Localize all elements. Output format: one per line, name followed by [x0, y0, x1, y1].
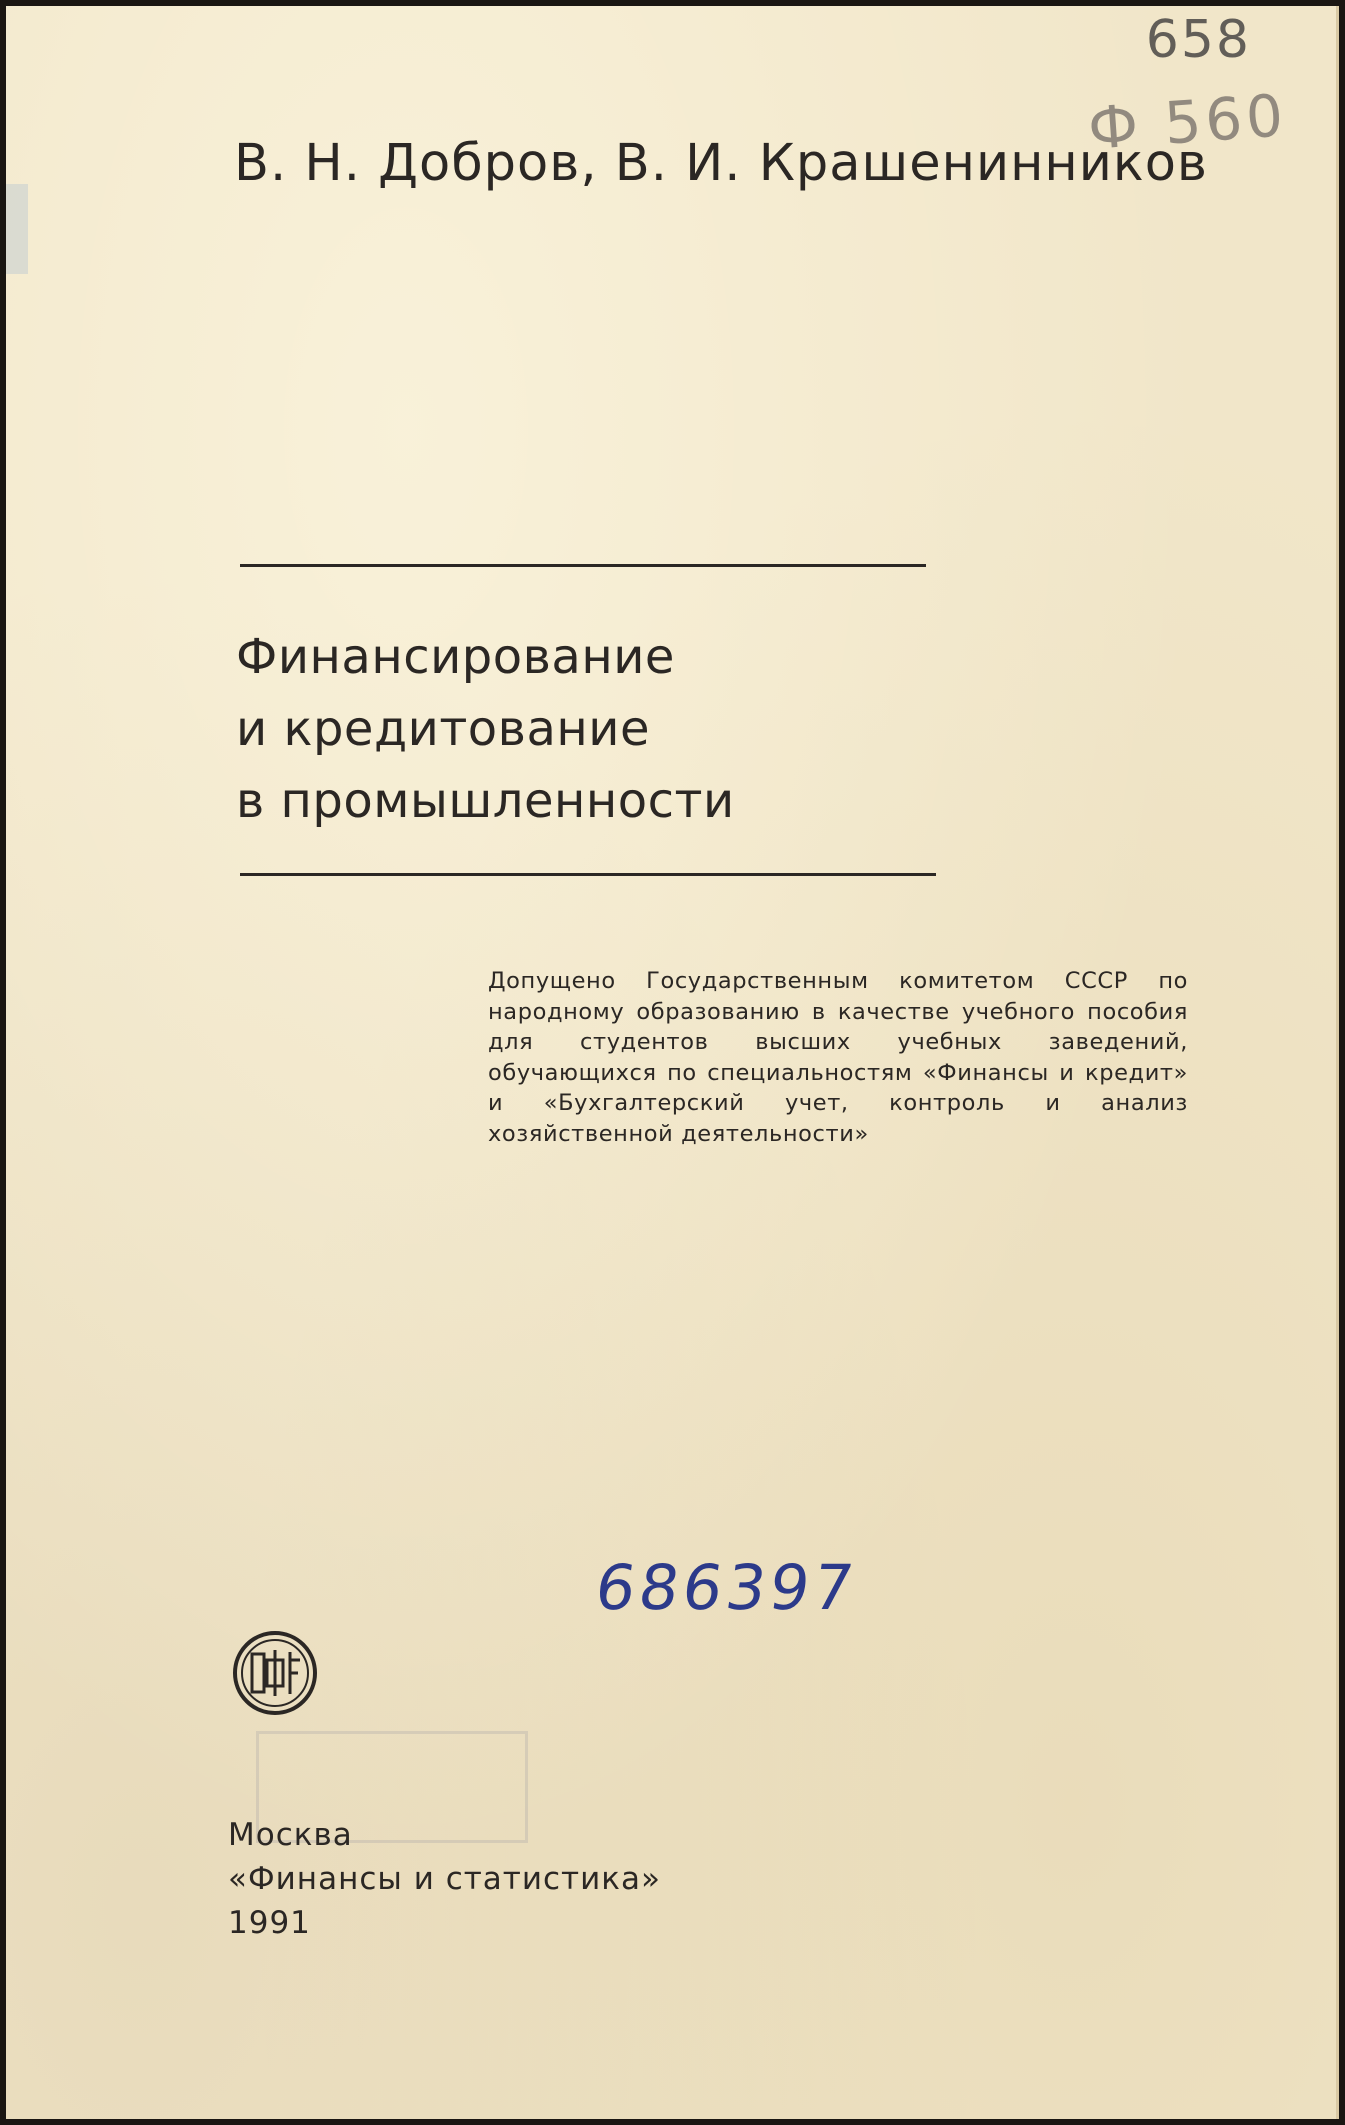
- title-line-3: в промышленности: [236, 773, 735, 829]
- title-rule-bottom: [240, 873, 936, 876]
- title-line-1: Финансирование: [236, 629, 675, 685]
- handwritten-inventory-number: 686397: [590, 1551, 862, 1624]
- paper-blemish: [6, 184, 28, 274]
- approval-note: Допущено Государственным комитетом СССР по народному образованию в качестве учебного пособия для студентов высших учебных заведений, обучающихся по специальностям «Финансы и кредит» и «Бухгалтерский учет, контроль и анализ хозяйственной деятельности»: [488, 968, 1188, 1147]
- publisher-logo-icon: [232, 1630, 318, 1716]
- publisher-city: Москва: [228, 1817, 353, 1853]
- publisher-block: [228, 1813, 661, 1945]
- title-rule-top: [240, 564, 926, 567]
- title-page: [6, 6, 1339, 2119]
- title-line-2: и кредитование: [236, 701, 650, 757]
- book-title: [236, 621, 735, 837]
- authors: В. Н. Добров, В. И. Крашенинников: [234, 134, 1208, 193]
- handwritten-shelf-code: Ф 560: [1085, 81, 1290, 163]
- publication-year: 1991: [228, 1905, 311, 1941]
- publisher-name: «Финансы и статистика»: [228, 1861, 661, 1897]
- handwritten-shelf-number: 658: [1145, 10, 1251, 70]
